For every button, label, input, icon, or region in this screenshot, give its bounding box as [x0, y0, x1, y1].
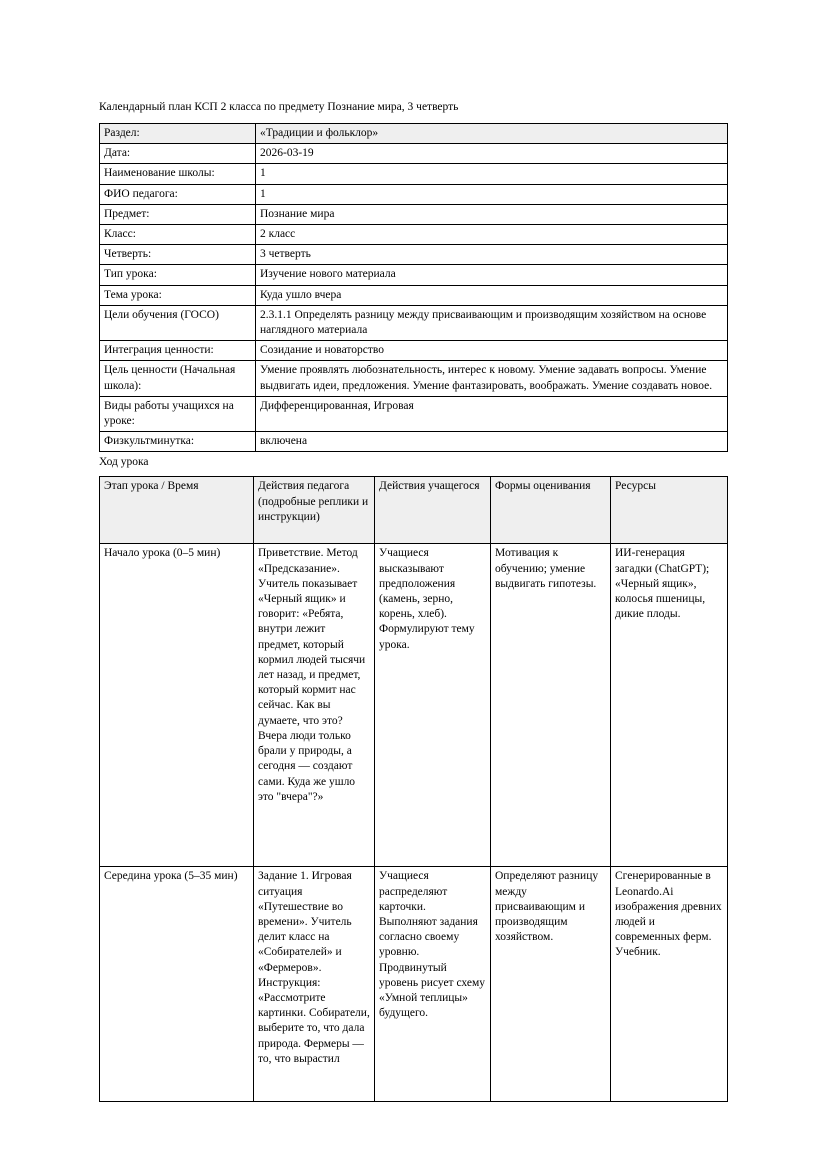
table-row [100, 265, 728, 285]
lesson-flow-table [99, 476, 728, 1102]
column-header-teacher-actions: Действия педагога (подробные реплики и инструкции) [254, 477, 375, 544]
cell-student-actions: Учащиеся высказывают предположения (камень, зерно, корень, хлеб). Формулируют тему урока. [375, 544, 491, 867]
flow-table-body [100, 544, 728, 1102]
info-label: Раздел: [100, 124, 256, 144]
info-label: ФИО педагога: [100, 184, 256, 204]
info-value: Куда ушло вчера [256, 285, 728, 305]
info-label: Интеграция ценности: [100, 341, 256, 361]
info-value: Изучение нового материала [256, 265, 728, 285]
column-header-student-actions: Действия учащегося [375, 477, 491, 544]
info-value: Познание мира [256, 204, 728, 224]
table-row [100, 544, 728, 867]
table-row [100, 432, 728, 452]
info-table-body [100, 124, 728, 452]
table-row [100, 225, 728, 245]
info-value: Умение проявлять любознательность, интерес к новому. Умение задавать вопросы. Умение выдвигать идеи, предложения. Умение фантазировать, воображать. Умение создавать новое. [256, 361, 728, 396]
info-value: Дифференцированная, Игровая [256, 396, 728, 431]
table-row [100, 396, 728, 431]
info-label: Наименование школы: [100, 164, 256, 184]
info-label: Дата: [100, 144, 256, 164]
table-row [100, 341, 728, 361]
cell-resources: Сгенерированные в Leonardo.Ai изображения древних людей и современных ферм. Учебник. [611, 867, 728, 1102]
info-value: 3 четверть [256, 245, 728, 265]
cell-teacher-actions: Задание 1. Игровая ситуация «Путешествие во времени». Учитель делит класс на «Собирателей» и «Фермеров». Инструкция: «Рассмотрите картинки. Собиратели, выберите то, что дала природа. Фермеры — то, что вырастил [254, 867, 375, 1102]
info-label: Физкультминутка: [100, 432, 256, 452]
info-label: Тип урока: [100, 265, 256, 285]
info-label: Цели обучения (ГОСО) [100, 305, 256, 340]
table-row [100, 144, 728, 164]
info-label: Тема урока: [100, 285, 256, 305]
document-content [99, 100, 727, 1102]
info-value: 2.3.1.1 Определять разницу между присваивающим и производящим хозяйством на основе наглядного материала [256, 305, 728, 340]
table-row [100, 184, 728, 204]
table-header-row [100, 477, 728, 544]
lesson-info-table [99, 123, 728, 452]
table-row [100, 305, 728, 340]
info-value: 2026-03-19 [256, 144, 728, 164]
table-row [100, 285, 728, 305]
column-header-resources: Ресурсы [611, 477, 728, 544]
info-value: 2 класс [256, 225, 728, 245]
cell-stage: Середина урока (5–35 мин) [100, 867, 254, 1102]
column-header-assessment: Формы оценивания [491, 477, 611, 544]
flow-table-head [100, 477, 728, 544]
table-row [100, 867, 728, 1102]
cell-student-actions: Учащиеся распределяют карточки. Выполняют задания согласно своему уровню. Продвинутый уровень рисует схему «Умной теплицы» будущего. [375, 867, 491, 1102]
info-value: 1 [256, 164, 728, 184]
section-caption: Ход урока [99, 456, 149, 469]
info-label: Четверть: [100, 245, 256, 265]
info-value: Созидание и новаторство [256, 341, 728, 361]
info-value: 1 [256, 184, 728, 204]
info-value: «Традиции и фольклор» [256, 124, 728, 144]
info-label: Виды работы учащихся на уроке: [100, 396, 256, 431]
table-row [100, 361, 728, 396]
cell-assessment: Мотивация к обучению; умение выдвигать гипотезы. [491, 544, 611, 867]
page-title: Календарный план КСП 2 класса по предмету Познание мира, 3 четверть [99, 101, 459, 113]
column-header-stage: Этап урока / Время [100, 477, 254, 544]
table-row [100, 245, 728, 265]
cell-assessment: Определяют разницу между присваивающим и производящим хозяйством. [491, 867, 611, 1102]
table-row [100, 124, 728, 144]
info-label: Цель ценности (Начальная школа): [100, 361, 256, 396]
info-value: включена [256, 432, 728, 452]
cell-resources: ИИ-генерация загадки (ChatGPT); «Черный ящик», колосья пшеницы, дикие плоды. [611, 544, 728, 867]
info-label: Предмет: [100, 204, 256, 224]
table-row [100, 164, 728, 184]
info-label: Класс: [100, 225, 256, 245]
cell-teacher-actions: Приветствие. Метод «Предсказание». Учитель показывает «Черный ящик» и говорит: «Ребята, внутри лежит предмет, который кормил людей тысячи лет назад, и предмет, который кормит нас сейчас. Как вы думаете, что это? Вчера люди только брали у природы, а сегодня — создают сами. Куда же ушло это "вчера"?» [254, 544, 375, 867]
table-row [100, 204, 728, 224]
cell-stage: Начало урока (0–5 мин) [100, 544, 254, 867]
